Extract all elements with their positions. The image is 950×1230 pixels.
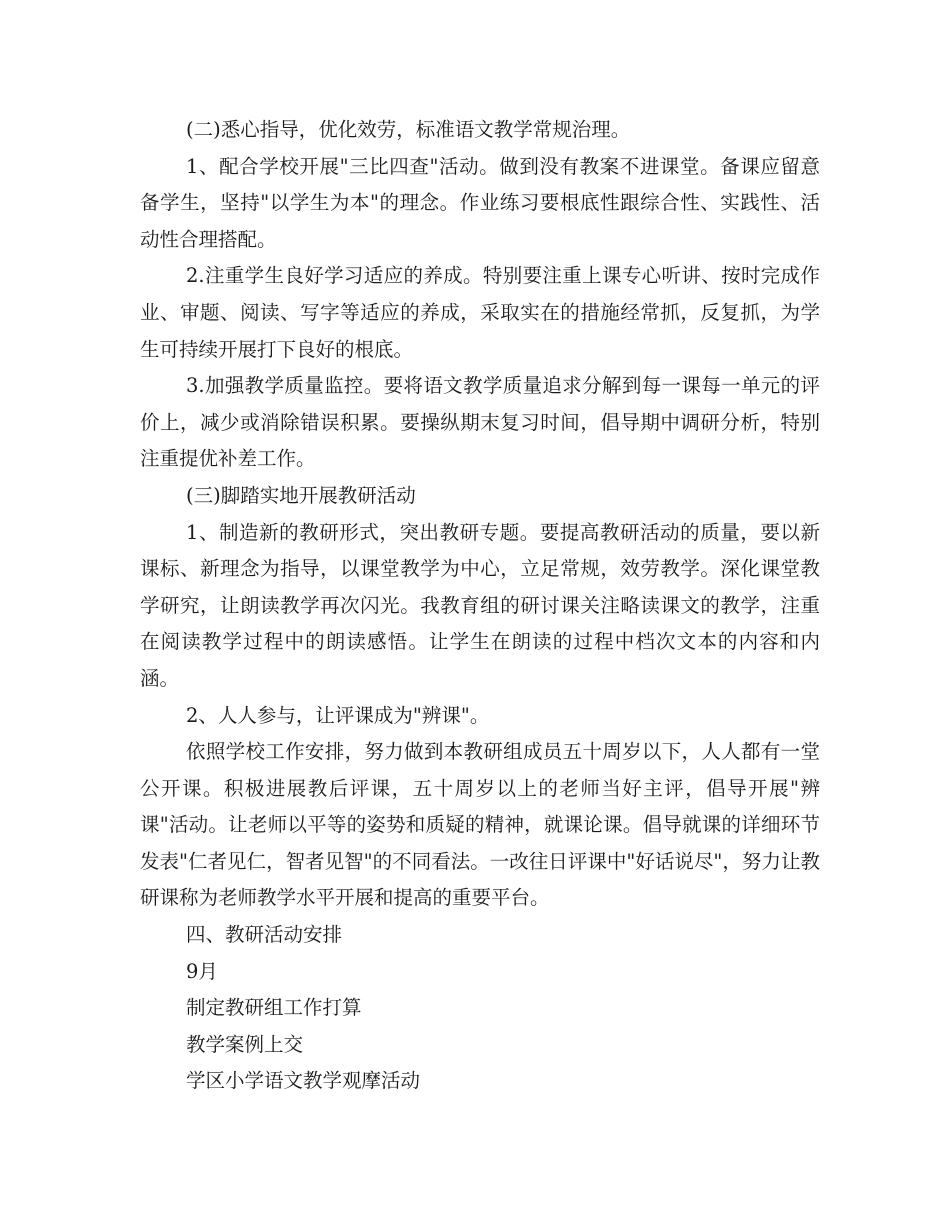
paragraph-research-detail: 依照学校工作安排，努力做到本教研组成员五十周岁以下，人人都有一堂公开课。积极进展教后评课，五十周岁以上的老师当好主评，倡导开展"辨课"活动。让老师以平等的姿势和质疑的精神，就课论课。倡导就课的详细环节发表"仁者见仁，智者见智"的不同看法。一改往日评课中"好话说尽"，努力让教研课称为老师教学水平开展和提高的重要平台。 — [140, 740, 820, 910]
schedule-month: 9月 — [186, 959, 218, 983]
section-heading-guidance: (二)悉心指导，优化效劳，标准语文教学常规治理。 — [186, 118, 631, 141]
paragraph-item-2: 2.注重学生良好学习适应的养成。特别要注重上课专心听讲、按时完成作业、审题、阅读、写字等适应的养成，采取实在的措施经常抓，反复抓，为学生可持续开展打下良好的根底。 — [140, 264, 820, 361]
schedule-item: 制定教研组工作打算 — [186, 996, 362, 1020]
document-body — [140, 112, 820, 1100]
section-heading-schedule: 四、教研活动安排 — [186, 923, 343, 947]
paragraph-research-1: 1、制造新的教研形式，突出教研专题。要提高教研活动的质量，要以新课标、新理念为指导，以课堂教学为中心，立足常规，效劳教学。深化课堂教学研究，让朗读教学再次闪光。我教育组的研讨课关注略读课文的教学，注重在阅读教学过程中的朗读感悟。让学生在朗读的过程中档次文本的内容和内涵。 — [140, 520, 820, 690]
schedule-item: 教学案例上交 — [186, 1032, 304, 1056]
schedule-item: 学区小学语文教学观摩活动 — [186, 1069, 421, 1093]
paragraph-item-1: 1、配合学校开展"三比四查"活动。做到没有教案不进课堂。备课应留意备学生，坚持"以学生为本"的理念。作业练习要根底性跟综合性、实践性、活动性合理搭配。 — [140, 154, 820, 251]
paragraph-research-2: 2、人人参与，让评课成为"辨课"。 — [186, 703, 490, 727]
paragraph-item-3: 3.加强教学质量监控。要将语文教学质量追求分解到每一课每一单元的评价上，减少或消除错误积累。要操纵期末复习时间，倡导期中调研分析，特别注重提优补差工作。 — [140, 374, 820, 471]
section-heading-research: (三)脚踏实地开展教研活动 — [186, 483, 416, 507]
